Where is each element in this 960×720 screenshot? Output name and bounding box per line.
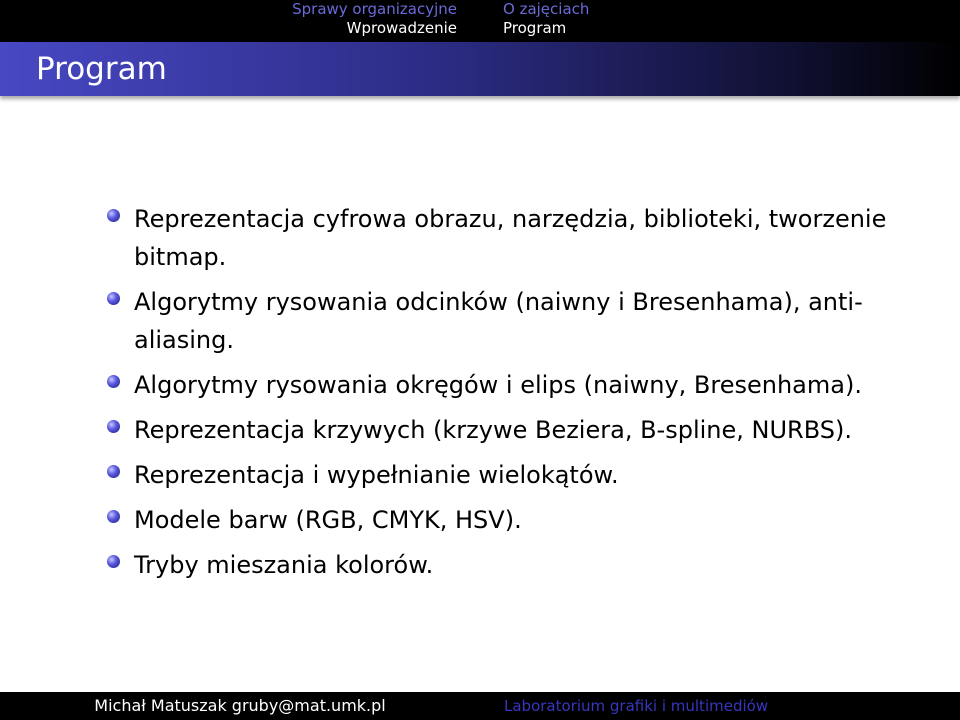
frame-title-bar	[0, 42, 960, 96]
list-item	[104, 200, 924, 276]
list-item	[104, 283, 924, 359]
bullet-ball-icon	[107, 209, 120, 222]
list-item	[104, 501, 924, 539]
list-item	[104, 546, 924, 584]
bullet-ball-icon	[107, 465, 120, 478]
nav-sections	[292, 0, 457, 38]
nav-subsection-program[interactable]: Program	[503, 19, 567, 37]
list-item	[104, 456, 924, 494]
list-item-text: Reprezentacja cyfrowa obrazu, narzędzia, biblioteki, tworzenie bitmap.	[134, 205, 887, 271]
footer-bar	[0, 692, 960, 720]
nav-subsections	[503, 0, 589, 38]
program-list	[104, 200, 924, 591]
navigation-bar	[0, 0, 960, 42]
footer-author: Michał Matuszak gruby@mat.umk.pl	[94, 696, 386, 715]
list-item	[104, 366, 924, 404]
list-item-text: Reprezentacja i wypełnianie wielokątów.	[134, 461, 619, 489]
bullet-ball-icon	[107, 510, 120, 523]
list-item-text: Algorytmy rysowania odcinków (naiwny i Bresenhama), anti-aliasing.	[134, 288, 863, 354]
list-item-text: Reprezentacja krzywych (krzywe Beziera, B-spline, NURBS).	[134, 416, 852, 444]
list-item	[104, 411, 924, 449]
list-item-text: Tryby mieszania kolorów.	[134, 551, 434, 579]
frame-title: Program	[36, 51, 167, 87]
nav-section-wprowadzenie[interactable]: Wprowadzenie	[346, 19, 457, 37]
bullet-ball-icon	[107, 420, 120, 433]
nav-subsection-o-zajeciach[interactable]: O zajęciach	[503, 0, 590, 18]
footer-course-title: Laboratorium grafiki i multimediów	[504, 697, 769, 715]
bullet-ball-icon	[107, 555, 120, 568]
nav-section-sprawy-organizacyjne[interactable]: Sprawy organizacyjne	[292, 0, 457, 18]
bullet-ball-icon	[107, 292, 120, 305]
bullet-ball-icon	[107, 375, 120, 388]
list-item-text: Algorytmy rysowania okręgów i elips (naiwny, Bresenhama).	[134, 371, 862, 399]
list-item-text: Modele barw (RGB, CMYK, HSV).	[134, 506, 522, 534]
